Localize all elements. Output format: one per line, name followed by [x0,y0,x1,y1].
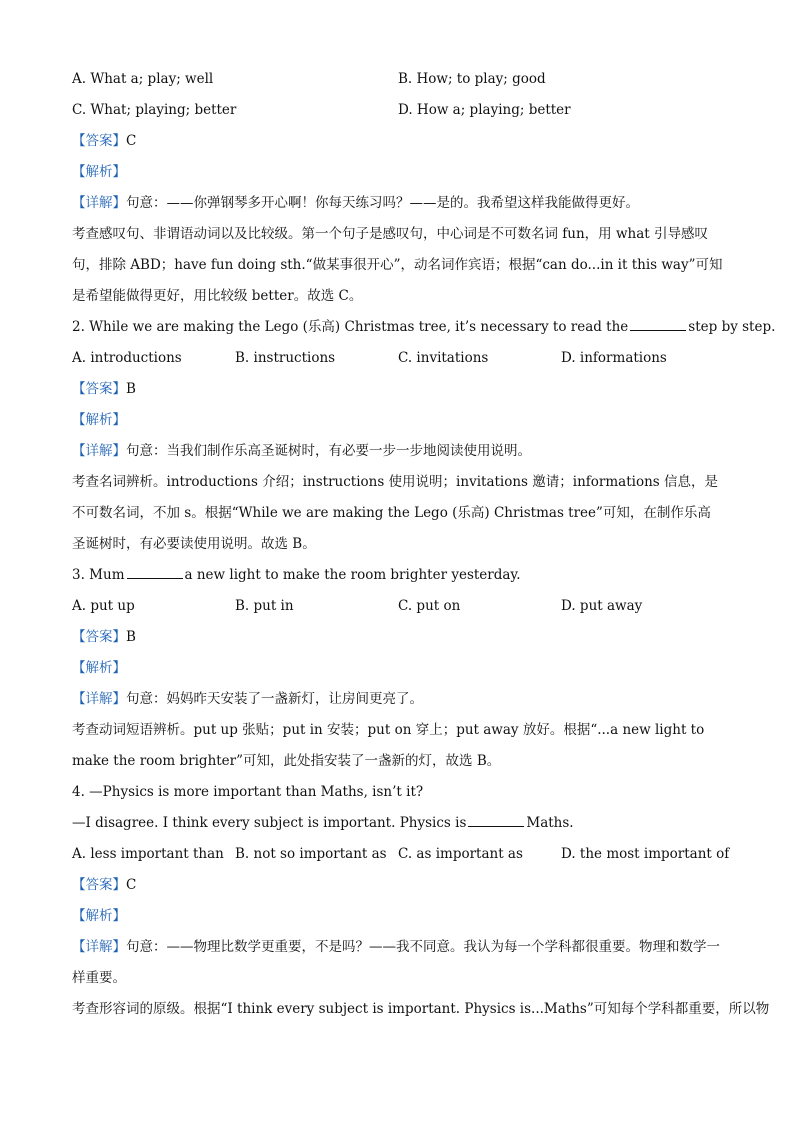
q1-option-c: C. What; playing; better [72,102,237,118]
q2-option-b: B. instructions [235,350,336,366]
q3-explanation: 考查动词短语辨析。put up 张贴；put in 安装；put on 穿上；put away 放好。根据“...a new light to make the room brighter”可知，此处指安装了一盏新的灯，故选 B。 [72,722,705,769]
q1-options-row-2 [72,95,724,126]
q2-option-a: A. introductions [72,350,182,366]
q4-option-d: D. the most important of [561,846,730,862]
q3-option-c: C. put on [398,598,461,614]
q4-explanation: 考查形容词的原级。根据“I think every subject is important. Physics is...Maths”可知每个学科都重要，所以物 [72,1001,770,1017]
detail-text: 句意：当我们制作乐高圣诞树时，有必要一步一步地阅读使用说明。 [126,443,531,459]
q2-answer [72,374,724,405]
analysis-tag: 【解析】 [72,164,126,180]
q4-option-c: C. as important as [398,846,523,862]
detail-text: 句意：妈妈昨天安装了一盏新灯，让房间更亮了。 [126,691,423,707]
detail-text: 句意：——物理比数学更重要，不是吗？——我不同意。我认为每一个学科都很重要。物理和数学一样重要。 [72,939,720,986]
q3-stem [72,560,724,591]
q2-option-d: D. informations [561,350,667,366]
q3-detail [72,684,724,715]
q1-option-a: A. What a; play; well [72,71,214,87]
document-page [72,64,776,1025]
q4-option-b: B. not so important as [235,846,387,862]
q4-stem-start: —I disagree. I think every subject is important. Physics is [72,815,467,831]
q2-options [72,343,724,374]
answer-tag: 【答案】 [72,133,126,149]
q3-options [72,591,724,622]
q4-stem-line-1: 4. —Physics is more important than Maths, isn’t it? [72,784,424,800]
q3-blank [127,566,183,579]
q2-analysis [72,405,724,436]
q2-detail [72,436,724,467]
q1-option-d: D. How a; playing; better [398,102,571,118]
q1-answer [72,126,724,157]
q2-blank [630,318,686,331]
answer-value: C [126,877,137,893]
answer-value: B [126,629,136,645]
q1-options-row-1 [72,64,724,95]
answer-value: C [126,133,137,149]
q2-explanation: 考查名词辨析。introductions 介绍；instructions 使用说明；invitations 邀请；informations 信息，是不可数名词，不加 s。根据“While we are making the Lego (乐高) Christmas tree”可知，在制作乐高圣诞树时，有必要读使用说明。故选 B。 [72,474,718,552]
analysis-tag: 【解析】 [72,412,126,428]
q2-option-c: C. invitations [398,350,489,366]
q4-options [72,839,730,870]
q4-detail [72,932,724,994]
q3-option-b: B. put in [235,598,294,614]
q3-option-a: A. put up [72,598,135,614]
answer-value: B [126,381,136,397]
q1-explanation: 考查感叹句、非谓语动词以及比较级。第一个句子是感叹句，中心词是不可数名词 fun，用 what 引导感叹句，排除 ABD；have fun doing sth.“做某事很开心”，动名词作宾语；根据“can do...in it this way”可知是希望能做得更好，用比较级 better。故选 C。 [72,226,723,304]
q4-stem-line-2 [72,808,724,839]
answer-tag: 【答案】 [72,877,126,893]
detail-text: 句意：——你弹钢琴多开心啊！你每天练习吗？——是的。我希望这样我能做得更好。 [126,195,639,211]
q1-option-b: B. How; to play; good [398,71,546,87]
q2-stem-end: step by step. [688,319,776,335]
q3-stem-start: 3. Mum [72,567,125,583]
q3-option-d: D. put away [561,598,643,614]
answer-tag: 【答案】 [72,381,126,397]
q4-option-a: A. less important than [72,846,224,862]
q3-analysis [72,653,724,684]
q2-stem [72,312,776,343]
analysis-tag: 【解析】 [72,908,126,924]
detail-tag: 【详解】 [72,443,126,459]
q2-stem-start: 2. While we are making the Lego (乐高) Christmas tree, it’s necessary to read the [72,319,629,335]
detail-tag: 【详解】 [72,195,126,211]
detail-tag: 【详解】 [72,939,126,955]
q4-analysis [72,901,724,932]
detail-tag: 【详解】 [72,691,126,707]
q3-stem-end: a new light to make the room brighter yesterday. [184,567,521,583]
q4-blank [468,814,524,827]
analysis-tag: 【解析】 [72,660,126,676]
q3-answer [72,622,724,653]
q4-stem-end: Maths. [526,815,574,831]
q4-answer [72,870,724,901]
q1-detail [72,188,724,219]
answer-tag: 【答案】 [72,629,126,645]
q1-analysis [72,157,724,188]
